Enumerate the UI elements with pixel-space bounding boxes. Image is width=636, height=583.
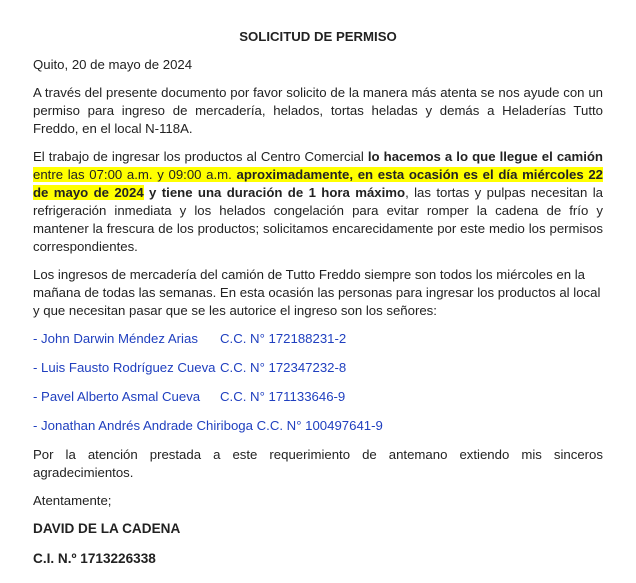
paragraph-people-intro: Los ingresos de mercadería del camión de Tutto Freddo siempre son todos los miércoles en la mañana de todas las semanas. En esta ocasión las personas para ingresar los productos al local y que necesitan pasar que se les autorice el ingreso son los señores: xyxy=(33,267,601,318)
schedule-text-rest: , las tortas y pulpas necesitan la refrigeración inmediata y los helados congelación para evitar romper la cadena de frío y mantener la frescura de los productos; solicitamos encarecidamente por este medio los permisos correspondientes. xyxy=(33,185,603,254)
schedule-text-bold: lo hacemos a lo que llegue el camión xyxy=(367,149,603,164)
list-item xyxy=(33,330,603,348)
list-item xyxy=(33,388,603,406)
paragraph-intro: A través del presente documento por favor solicito de la manera más atenta se nos ayude con un permiso para ingreso de mercadería, helados, tortas heladas y demás a Heladerías Tutto Freddo, en el local N-118A. xyxy=(33,85,603,136)
signer-id: C.I. N.º 1713226338 xyxy=(33,551,156,566)
person-name: - Jonathan Andrés Andrade Chiriboga xyxy=(33,418,253,433)
schedule-time-highlight: entre las 07:00 a.m. y 09:00 a.m. xyxy=(33,167,232,182)
list-item xyxy=(33,359,603,377)
person-id: C.C. N° 100497641-9 xyxy=(256,418,383,433)
person-id: C.C. N° 172347232-8 xyxy=(220,360,347,375)
letter-date: Quito, 20 de mayo de 2024 xyxy=(33,57,193,72)
paragraph-schedule xyxy=(33,148,603,256)
person-id: C.C. N° 172188231-2 xyxy=(220,331,347,346)
document-title: SOLICITUD DE PERMISO xyxy=(239,29,397,44)
person-name: - Luis Fausto Rodríguez Cueva xyxy=(33,360,216,375)
person-id: C.C. N° 171133646-9 xyxy=(220,389,346,404)
schedule-text-plain: El trabajo de ingresar los productos al Centro Comercial xyxy=(33,149,368,164)
signer-name: DAVID DE LA CADENA xyxy=(33,521,181,536)
closing: Atentamente; xyxy=(33,493,112,508)
schedule-date-highlight: aproximadamente, en esta ocasión es el día miércoles 22 de mayo de 2024 xyxy=(33,167,603,200)
person-name: - John Darwin Méndez Arias xyxy=(33,331,198,346)
schedule-duration: y tiene una duración de 1 hora máximo xyxy=(143,185,406,200)
person-name: - Pavel Alberto Asmal Cueva xyxy=(33,389,201,404)
list-item xyxy=(33,417,603,435)
paragraph-thanks: Por la atención prestada a este requerimiento de antemano extiendo mis sinceros agradecimientos. xyxy=(33,447,603,480)
